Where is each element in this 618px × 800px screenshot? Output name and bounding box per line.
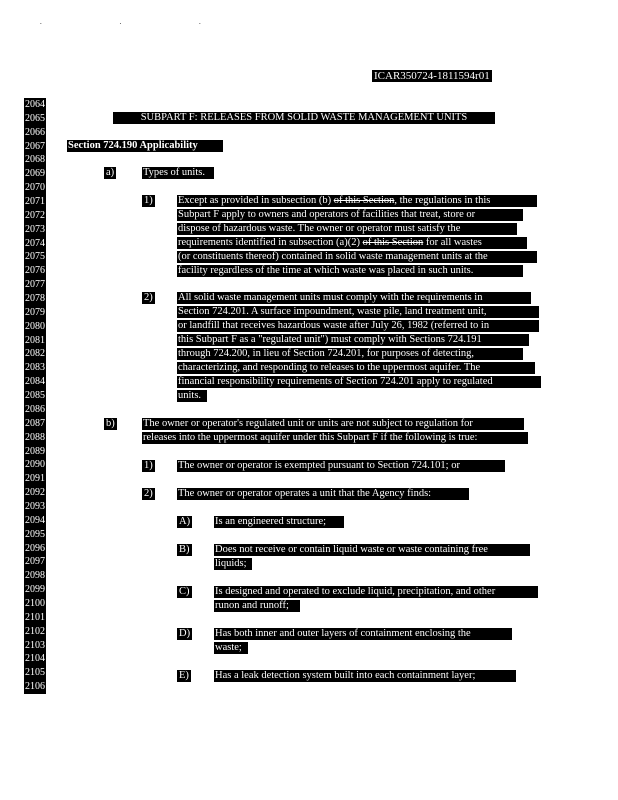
line-number: 2106: [25, 681, 45, 693]
paragraph-b1-text: The owner or operator is exempted pursuant to Section 724.101; or: [177, 460, 505, 472]
subsection-a-title: Types of units.: [142, 167, 214, 179]
line-number: 2093: [25, 500, 45, 512]
line-number: 2098: [25, 570, 45, 582]
line-number: 2097: [25, 556, 45, 568]
line-number: 2080: [25, 320, 45, 332]
line-number: 2092: [25, 487, 45, 499]
item-b-label: B): [179, 544, 190, 555]
line-number: 2073: [25, 223, 45, 235]
paragraph-b2-label: 2): [144, 488, 153, 499]
item-e-label: E): [179, 670, 189, 681]
item-c-label: C): [179, 586, 190, 597]
paragraph-a1-line3: dispose of hazardous waste. The owner or operator must satisfy the: [177, 223, 517, 235]
line-number: 2102: [25, 625, 45, 637]
paragraph-a2-line1: All solid waste management units must comply with the requirements in: [177, 292, 531, 304]
paragraph-a2-line3: or landfill that receives hazardous waste after July 26, 1982 (referred to in: [177, 320, 539, 332]
paragraph-b2-text: The owner or operator operates a unit that the Agency finds:: [177, 488, 469, 500]
paragraph-a2-line5: through 724.200, in lieu of Section 724.201, for purposes of detecting,: [177, 348, 523, 360]
paragraph-a1-line4: [177, 237, 527, 249]
line-number: 2099: [25, 584, 45, 596]
line-number: 2083: [25, 362, 45, 374]
item-a-label: A): [179, 516, 191, 527]
line-number: 2101: [25, 611, 45, 623]
a1-l4-pre: requirements identified in subsection (a)(2): [178, 237, 363, 248]
line-number: 2072: [25, 209, 45, 221]
paragraph-a1-label: 1): [144, 195, 153, 206]
line-number: 2078: [25, 293, 45, 305]
a1-l4-post: for all wastes: [423, 237, 482, 248]
paragraph-a2-line4: this Subpart F as a "regulated unit") must comply with Sections 724.191: [177, 334, 529, 346]
a1-l4-strike: of this Section: [362, 237, 424, 248]
subsection-b-line1: The owner or operator's regulated unit or units are not subject to regulation for: [142, 418, 524, 430]
document-id: ICAR350724-1811594r01: [374, 70, 490, 82]
paragraph-a2-line7: financial responsibility requirements of Section 724.201 apply to regulated: [177, 376, 541, 388]
paragraph-a1-line6: facility regardless of the time at which waste was placed in such units.: [177, 265, 523, 277]
line-number: 2100: [25, 597, 45, 609]
line-number: 2091: [25, 473, 45, 485]
item-e-line1: Has a leak detection system built into each containment layer;: [214, 670, 516, 682]
line-number: 2074: [25, 237, 45, 249]
line-number: 2089: [25, 445, 45, 457]
line-number: 2068: [25, 154, 45, 166]
item-d-line2: waste;: [214, 642, 248, 654]
line-number: 2094: [25, 514, 45, 526]
line-number: 2088: [25, 431, 45, 443]
item-d-label: D): [179, 628, 191, 639]
line-number: 2082: [25, 348, 45, 360]
subsection-a-label: a): [106, 167, 115, 178]
line-number: 2076: [25, 265, 45, 277]
line-number: 2084: [25, 376, 45, 388]
line-number: 2066: [25, 126, 45, 138]
subsection-b-line2: releases into the uppermost aquifer under this Subpart F if the following is true:: [142, 432, 528, 444]
item-a-line1: Is an engineered structure;: [214, 516, 344, 528]
a1-l1-strike: of this Section: [333, 195, 395, 206]
paragraph-a2-line2: Section 724.201. A surface impoundment, waste pile, land treatment unit,: [177, 306, 539, 318]
item-c-line1: Is designed and operated to exclude liquid, precipitation, and other: [214, 586, 538, 598]
item-d-line1: Has both inner and outer layers of containment enclosing the: [214, 628, 512, 640]
paragraph-a2-line6: characterizing, and responding to releases to the uppermost aquifer. The: [177, 362, 535, 374]
line-number: 2087: [25, 417, 45, 429]
line-number: 2096: [25, 542, 45, 554]
paragraph-a1-line1: [177, 195, 537, 207]
line-number: 2069: [25, 168, 45, 180]
scan-specks: . . .: [40, 18, 239, 26]
paragraph-a1-line2: Subpart F apply to owners and operators of facilities that treat, store or: [177, 209, 523, 221]
subpart-title: SUBPART F: RELEASES FROM SOLID WASTE MANAGEMENT UNITS: [113, 112, 495, 124]
line-number: 2095: [25, 528, 45, 540]
a1-l1-post: , the regulations in this: [394, 195, 491, 206]
item-b-line2: liquids;: [214, 558, 252, 570]
subsection-b-label: b): [106, 418, 115, 429]
line-number: 2077: [25, 279, 45, 291]
line-number: 2090: [25, 459, 45, 471]
line-number: 2070: [25, 182, 45, 194]
line-number: 2086: [25, 403, 45, 415]
paragraph-b1-label: 1): [144, 460, 153, 471]
item-c-line2: runon and runoff;: [214, 600, 300, 612]
line-number: 2065: [25, 112, 45, 124]
line-number: 2067: [25, 140, 45, 152]
line-number: 2081: [25, 334, 45, 346]
item-b-line1: Does not receive or contain liquid waste or waste containing free: [214, 544, 530, 556]
paragraph-a2-label: 2): [144, 292, 153, 303]
a1-l1-pre: Except as provided in subsection (b): [178, 195, 334, 206]
paragraph-a2-line8: units.: [177, 390, 207, 402]
line-number: 2103: [25, 639, 45, 651]
line-number: 2064: [25, 99, 45, 110]
line-number: 2075: [25, 251, 45, 263]
paragraph-a1-line5: (or constituents thereof) contained in solid waste management units at the: [177, 251, 537, 263]
section-title: Section 724.190 Applicability: [67, 140, 223, 152]
line-number: 2079: [25, 306, 45, 318]
line-number: 2071: [25, 196, 45, 208]
line-number: 2105: [25, 667, 45, 679]
line-number: 2104: [25, 653, 45, 665]
line-number: 2085: [25, 390, 45, 402]
